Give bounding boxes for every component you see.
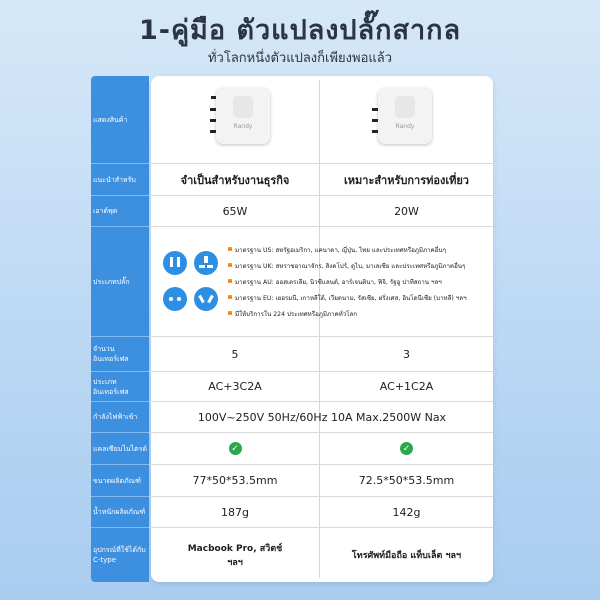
list-item: มีให้บริการใน 224 ประเทศหรือภูมิภาคทั่วโลก [228,309,493,319]
list-item: มาตรฐาน UK: สหราชอาณาจักร, สิงคโปร์, ดูไบ, มาเลเซีย และประเทศหรือภูมิภาคอื่นๆ [228,261,493,271]
cell-right: 72.5*50*53.5mm [358,474,455,487]
brand-logo: Randy [395,123,415,130]
usb-port-icon [372,119,378,122]
row-label: จำนวนอินเทอร์เฟส [93,345,129,363]
row-label: ขนาดผลิตภัณฑ์ [93,476,141,485]
list-item: มาตรฐาน US: สหรัฐอเมริกา, แคนาดา, ญี่ปุ่น, ไทย และประเทศหรือภูมิภาคอื่นๆ [228,245,493,255]
cell-span: 100V~250V 50Hz/60Hz 10A Max.2500W Nax [197,410,447,424]
row-label: แสดงสินค้า [93,115,128,124]
cell-right: 3 [403,347,410,361]
row-gan [91,433,493,464]
cell-left: 187g [221,505,249,519]
cell-right: โทรศัพท์มือถือ แท็บเล็ต ฯลฯ [351,551,462,561]
usb-port-icon [372,108,378,111]
row-interface-count [91,337,493,371]
row-interface-type [91,372,493,401]
row-product [91,76,493,163]
cell-left: Macbook Pro, สวิตช์ ฯลฯ [187,544,283,568]
cell-left: AC+3C2A [208,380,262,393]
usb-port-icon [210,108,216,111]
row-label: ประเภทอินเทอร์เฟส [93,377,129,396]
usb-port-icon [372,130,378,133]
cell-left: 77*50*53.5mm [192,474,278,487]
plug-adapter-20w-image [378,88,432,144]
socket-face [395,96,415,118]
check-icon: ✓ [400,442,413,455]
cell-right: 142g [392,505,421,519]
cell-right: เหมาะสำหรับการท่องเที่ยว [344,173,469,187]
row-label: แคลเซียมไนไตรด์ [93,444,148,453]
row-label: แนะนำสำหรับ [93,175,136,184]
comparison-table [91,76,493,582]
brand-logo: Randy [233,123,253,130]
row-label: อุปกรณ์ที่ใช้ได้กับ C-type [93,546,146,564]
row-recommended [91,164,493,195]
row-input-power [91,402,493,432]
row-weight [91,497,493,527]
cell-right: AC+1C2A [379,380,434,393]
row-output [91,196,493,226]
cell-left: 65W [222,204,248,218]
page-subtitle: ทั่วโลกหนึ่งตัวแปลงก็เพียงพอแล้ว [207,51,393,66]
usb-port-icon [210,130,216,133]
eu-plug-icon [163,287,187,311]
cell-left: จำเป็นสำหรับงานธุรกิจ [180,173,290,187]
row-label: กำลังไฟฟ้าเข้า [93,413,138,421]
row-compatible [91,528,493,582]
row-label: เอาต์พุต [93,207,118,215]
row-label: น้ำหนักผลิตภัณฑ์ [93,508,146,516]
usb-port-icon [211,96,216,99]
row-plug-types [91,227,493,336]
list-item: มาตรฐาน EU: เยอรมนี, เกาหลีใต้, เวียดนาม, รัสเซีย, ฝรั่งเศส, อินโดนีเซีย (บาหลี) ฯลฯ [228,293,493,303]
row-size [91,465,493,496]
plug-adapter-65w-image [216,88,270,144]
cell-right: 20W [394,204,419,218]
uk-plug-icon [194,251,218,275]
check-icon: ✓ [229,442,242,455]
cell-left: 5 [231,347,239,361]
socket-face [233,96,253,118]
page-title: 1-คู่มือ ตัวแปลงปลั๊กสากล [139,15,461,46]
plug-standards-list [228,227,493,336]
us-plug-icon [163,251,187,275]
au-plug-icon [194,287,218,311]
list-item: มาตรฐาน AU: ออสเตรเลีย, นิวซีแลนด์, อาร์เจนตินา, ฟิจิ, รัฐอู ปาทีสถาน ฯลฯ [228,277,493,287]
row-label: ประเภทปลั๊ก [93,277,130,286]
usb-port-icon [210,119,216,122]
